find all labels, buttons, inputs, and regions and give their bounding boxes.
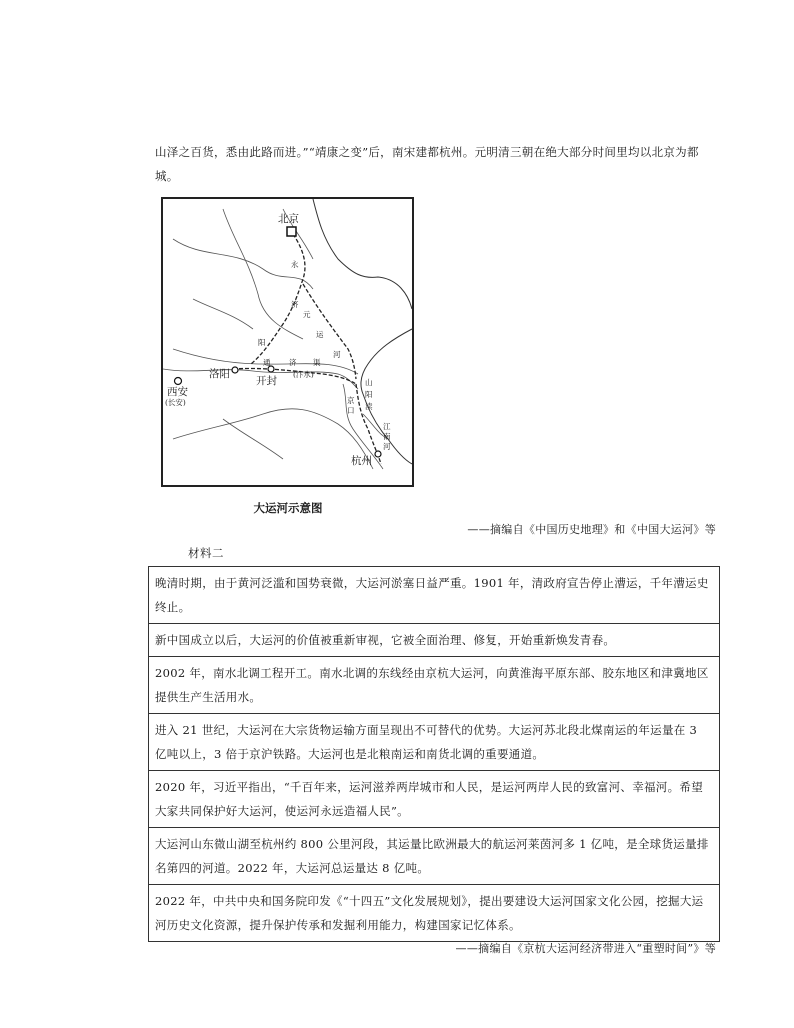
coast-line bbox=[313, 199, 412, 309]
label-yuan: 元 bbox=[303, 310, 311, 319]
canal-lines bbox=[233, 234, 381, 464]
map-caption: 大运河示意图 bbox=[253, 501, 323, 515]
luoyang-marker bbox=[232, 367, 238, 373]
label-bianshui: (汴水) bbox=[293, 370, 314, 379]
label-nan: 南 bbox=[383, 432, 391, 441]
table-row bbox=[149, 657, 720, 714]
hangzhou-marker bbox=[375, 451, 381, 457]
source-citation-1: ——摘编自《中国历史地理》和《中国大运河》等 bbox=[467, 523, 716, 536]
rivers bbox=[163, 209, 388, 469]
table-cell: 2020 年，习近平指出，“千百年来，运河滋养两岸城市和人民，是运河两岸人民的致富河、幸福河。希望大家共同保护好大运河，使运河永远造福人民”。 bbox=[149, 771, 720, 828]
label-xian: 西安 bbox=[167, 386, 188, 398]
material-table bbox=[148, 566, 720, 942]
map-drawing bbox=[163, 199, 412, 485]
table-row bbox=[149, 714, 720, 771]
label-yun: 运 bbox=[316, 330, 324, 339]
table-row bbox=[149, 771, 720, 828]
label-yang: 阳 bbox=[258, 338, 266, 347]
label-luoyang: 洛阳 bbox=[209, 368, 230, 380]
beijing-marker bbox=[287, 227, 296, 236]
table-cell: 晚清时期，由于黄河泛滥和国势衰微，大运河淤塞日益严重。1901 年，清政府宣告停止漕运，千年漕运史终止。 bbox=[149, 567, 720, 624]
label-dian: 渎 bbox=[365, 402, 373, 411]
table-row bbox=[149, 567, 720, 624]
label-qu: 渠 bbox=[313, 358, 321, 367]
label-changan: (长安) bbox=[165, 398, 186, 407]
intro-paragraph: 山泽之百货，悉由此路而进。”“靖康之变”后，南宋建都杭州。元明清三朝在绝大部分时间里均以北京为都城。 bbox=[155, 145, 699, 183]
label-ji: 济 bbox=[291, 300, 299, 309]
table-row bbox=[149, 828, 720, 885]
river-line bbox=[173, 409, 373, 469]
label-he: 河 bbox=[333, 350, 341, 359]
label-kou: 口 bbox=[347, 406, 355, 415]
label-kaifeng: 开封 bbox=[256, 375, 277, 387]
table-cell: 大运河山东微山湖至杭州约 800 公里河段，其运量比欧洲最大的航运河莱茵河多 1 亿吨，是全球货运量排名第四的河道。2022 年，大运河总运量达 8 亿吨。 bbox=[149, 828, 720, 885]
material-label: 材料二 bbox=[188, 546, 224, 560]
label-yong: 永 bbox=[291, 260, 299, 269]
source-citation-2: ——摘编自《京杭大运河经济带进入“重塑时间”》等 bbox=[455, 942, 716, 955]
table-cell: 2002 年，南水北调工程开工。南水北调的东线经由京杭大运河，向黄淮海平原东部、胶东地区和津冀地区提供生产生活用水。 bbox=[149, 657, 720, 714]
label-hangzhou: 杭州 bbox=[351, 455, 372, 467]
label-tong: 通 bbox=[263, 358, 271, 367]
label-shan: 山 bbox=[365, 378, 373, 387]
label-heb: 河 bbox=[383, 442, 391, 451]
table-cell: 2022 年，中共中央和国务院印发《“十四五”文化发展规划》，提出要建设大运河国家文化公园，挖掘大运河历史文化资源，提升保护传承和发掘利用能力，构建国家记忆体系。 bbox=[149, 885, 720, 942]
table-cell: 新中国成立以后，大运河的价值被重新审视，它被全面治理、修复，开始重新焕发青春。 bbox=[149, 624, 720, 657]
table-row bbox=[149, 885, 720, 942]
river-line bbox=[193, 299, 253, 329]
table-cell: 进入 21 世纪，大运河在大宗货物运输方面呈现出不可替代的优势。大运河苏北段北煤南运的年运量在 3 亿吨以上，3 倍于京沪铁路。大运河也是北粮南运和南货北调的重要通道。 bbox=[149, 714, 720, 771]
label-beijing: 北京 bbox=[278, 213, 299, 225]
label-jiang: 江 bbox=[383, 422, 391, 431]
river-line bbox=[223, 419, 283, 459]
coastline bbox=[313, 199, 412, 464]
label-ji2: 济 bbox=[289, 358, 297, 367]
table-row bbox=[149, 624, 720, 657]
label-yang-dian: 阳 bbox=[365, 390, 373, 399]
grand-canal-map bbox=[161, 197, 414, 487]
label-jing: 京 bbox=[347, 396, 355, 405]
